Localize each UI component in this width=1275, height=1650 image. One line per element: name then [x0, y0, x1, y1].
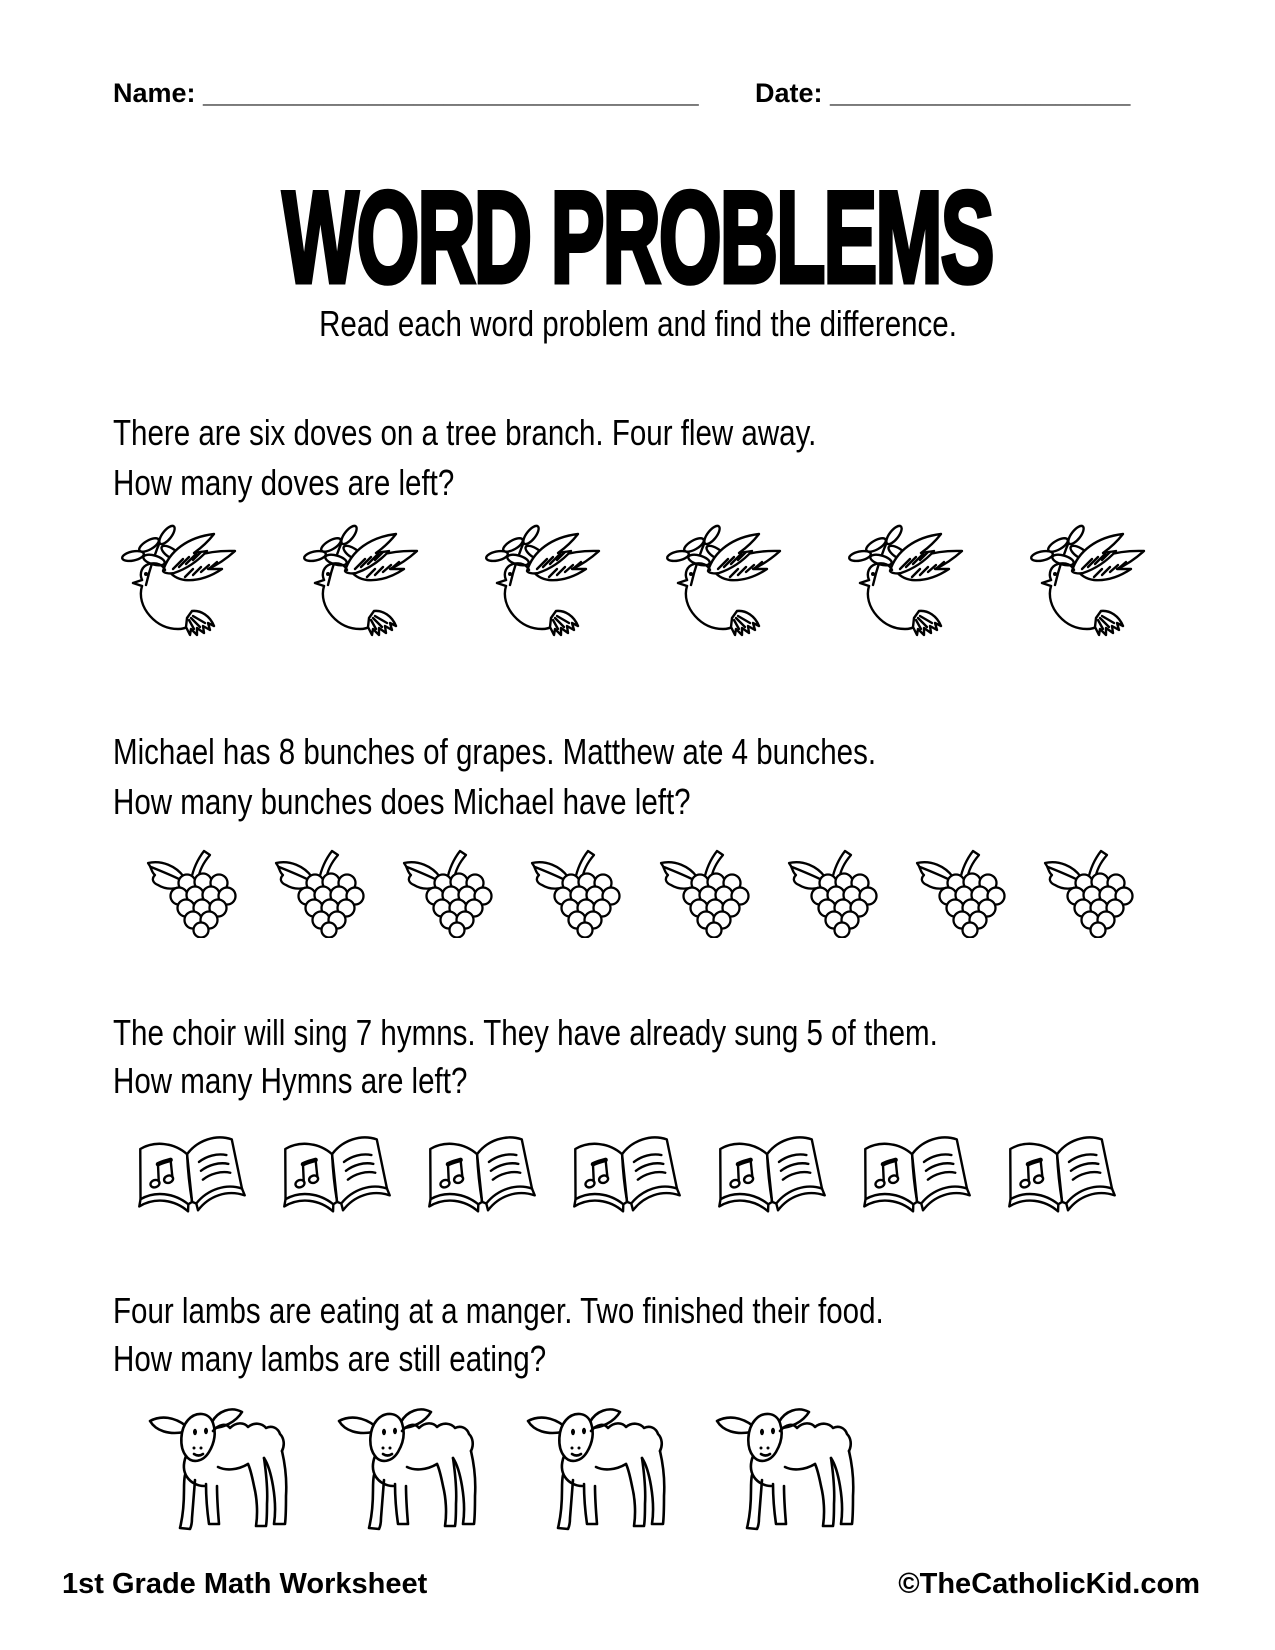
dove-icon	[1022, 522, 1162, 642]
grapes-icon	[138, 846, 253, 938]
problem2-line1: Michael has 8 bunches of grapes. Matthew ate 4 bunches.	[113, 731, 877, 772]
lamb-icon	[138, 1398, 293, 1533]
lamb-icon	[705, 1398, 860, 1533]
dove-icon	[295, 522, 435, 642]
problem3-line1: The choir will sing 7 hymns. They have already sung 5 of them.	[113, 1012, 938, 1053]
grapes-icon	[522, 846, 637, 938]
hymnal-icon	[563, 1132, 688, 1232]
problem4-line2: How many lambs are still eating?	[113, 1338, 547, 1379]
grapes-icon	[394, 846, 509, 938]
hymnal-icon	[418, 1132, 543, 1232]
grapes-icon	[907, 846, 1022, 938]
dove-row	[113, 522, 1162, 647]
problem4-line1: Four lambs are eating at a manger. Two finished their food.	[113, 1290, 884, 1331]
page-title: WORD PROBLEMS	[282, 164, 993, 310]
problem2-line2: How many bunches does Michael have left?	[113, 781, 691, 822]
hymnal-icon	[998, 1132, 1123, 1232]
lamb-icon	[516, 1398, 671, 1533]
hymnal-row	[128, 1132, 1123, 1232]
lamb-row	[138, 1398, 860, 1535]
problem1-line1: There are six doves on a tree branch. Four flew away.	[113, 412, 817, 453]
problem3-line2: How many Hymns are left?	[113, 1060, 468, 1101]
hymnal-icon	[273, 1132, 398, 1232]
footer-copyright: ©TheCatholicKid.com	[898, 1568, 1200, 1600]
date-field	[755, 78, 1130, 109]
footer-worksheet-label: 1st Grade Math Worksheet	[62, 1568, 428, 1600]
dove-icon	[658, 522, 798, 642]
lamb-icon	[327, 1398, 482, 1533]
dove-icon	[477, 522, 617, 642]
grapes-icon	[779, 846, 894, 938]
hymnal-icon	[853, 1132, 978, 1232]
name-label: Name:	[113, 78, 196, 108]
grapes-row	[138, 846, 1150, 938]
date-blank-line: ____________________	[830, 78, 1131, 108]
date-label: Date:	[755, 78, 823, 108]
hymnal-icon	[708, 1132, 833, 1232]
grapes-icon	[1035, 846, 1150, 938]
grapes-icon	[651, 846, 766, 938]
problem1-line2: How many doves are left?	[113, 462, 455, 503]
dove-icon	[840, 522, 980, 642]
dove-icon	[113, 522, 253, 642]
hymnal-icon	[128, 1132, 253, 1232]
grapes-icon	[266, 846, 381, 938]
page-subtitle: Read each word problem and find the difference.	[318, 303, 957, 344]
name-field	[113, 78, 699, 109]
name-blank-line: _________________________________	[203, 78, 699, 108]
